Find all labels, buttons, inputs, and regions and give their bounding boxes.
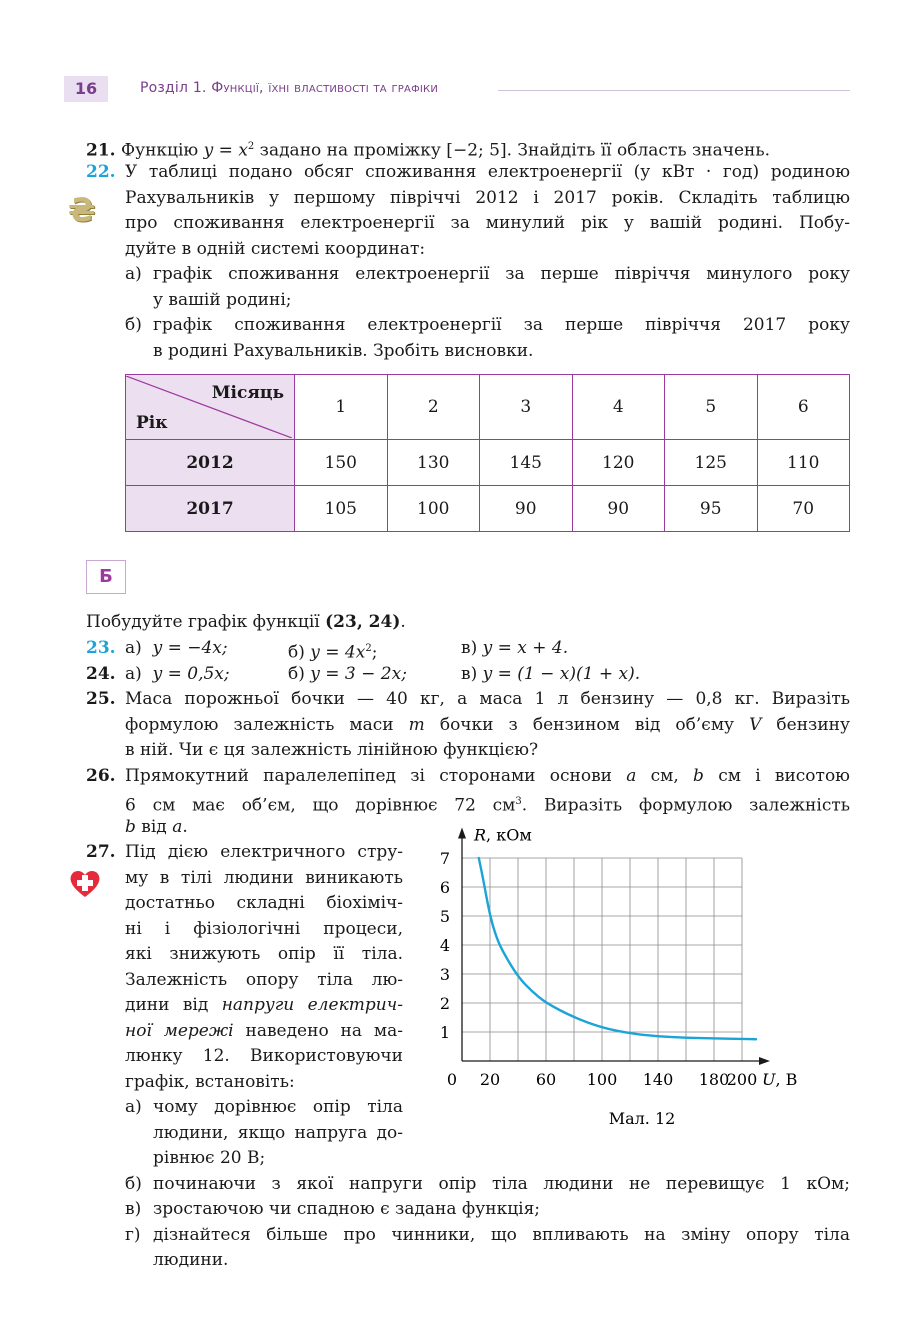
text: наведено на ма- bbox=[233, 1020, 403, 1041]
chart-tick-labels bbox=[440, 849, 757, 1089]
y-axis-var: R bbox=[474, 826, 487, 845]
text: бензину bbox=[761, 714, 850, 735]
value-cell: 110 bbox=[757, 440, 850, 486]
task-27-item-c: зростаючою чи спадною є задана функція; bbox=[153, 1199, 541, 1219]
table-header-row bbox=[126, 375, 850, 440]
item-label: в) bbox=[461, 663, 478, 684]
formula: y = (1 − x)(1 + x). bbox=[482, 663, 641, 684]
x-tick-label: 140 bbox=[642, 1070, 674, 1089]
task-27-item-a-label: а) bbox=[125, 1097, 142, 1117]
formula-end: ; bbox=[371, 642, 378, 663]
value-cell: 90 bbox=[572, 486, 665, 532]
chart-caption: Мал. 12 bbox=[608, 1109, 676, 1128]
task-27-item-d-label: г) bbox=[125, 1224, 141, 1245]
y-tick-label: 7 bbox=[439, 849, 450, 868]
task-27-line-1: Під дією електричного стру- bbox=[125, 842, 403, 862]
month-cell: 4 bbox=[572, 375, 665, 440]
task-text: Функцію bbox=[120, 140, 204, 161]
table-row bbox=[126, 486, 850, 532]
task-25-number bbox=[86, 687, 116, 713]
math-var: a bbox=[626, 765, 637, 786]
value-cell: 120 bbox=[572, 440, 665, 486]
x-tick-label: 60 bbox=[535, 1070, 557, 1089]
task-22-line-4: дуйте в одній системі координат: bbox=[125, 238, 426, 259]
italic-text: ної мережі bbox=[125, 1020, 234, 1041]
x-axis-label bbox=[762, 1070, 797, 1089]
consumption-table bbox=[125, 374, 850, 532]
item-label: а) bbox=[125, 638, 142, 658]
task-22-item-a-line-1: графік споживання електроенергії за перше півріччя минулого року bbox=[153, 264, 850, 284]
value-cell: 90 bbox=[480, 486, 573, 532]
task-22-line-1: У таблиці подано обсяг споживання електроенергії (у кВт · год) родиною bbox=[125, 162, 850, 182]
x-tick-label: 200 bbox=[726, 1070, 758, 1089]
task-24-b bbox=[288, 662, 407, 688]
formula: y = −4x; bbox=[152, 638, 228, 658]
task-27-item-b-label: б) bbox=[125, 1173, 142, 1194]
x-axis-arrow bbox=[759, 1057, 770, 1065]
value-cell: 145 bbox=[480, 440, 573, 486]
month-cell: 6 bbox=[757, 375, 850, 440]
math-var: a bbox=[172, 816, 183, 837]
math-op: = bbox=[213, 140, 239, 161]
table-corner-cell bbox=[126, 375, 295, 440]
value-cell: 130 bbox=[387, 440, 480, 486]
task-27-line-2: му в тілі людини виникають bbox=[125, 867, 403, 888]
y-tick-label: 5 bbox=[439, 907, 450, 926]
item-label: а) bbox=[125, 663, 142, 684]
x-tick-label: 20 bbox=[479, 1070, 501, 1089]
italic-text: напруги електрич- bbox=[221, 995, 403, 1015]
task-number: 23. bbox=[86, 638, 116, 658]
value-cell: 70 bbox=[757, 486, 850, 532]
task-25-line-2 bbox=[125, 713, 850, 739]
task-22-item-a-line-2: у вашій родині; bbox=[153, 289, 292, 310]
math-var: b bbox=[693, 765, 704, 786]
task-number: 27. bbox=[86, 842, 116, 862]
text: від bbox=[135, 816, 173, 837]
chapter-topic: Функції, їхні властивості та графіки bbox=[211, 80, 439, 96]
health-cross-icon bbox=[68, 866, 102, 900]
month-cell: 1 bbox=[295, 375, 388, 440]
x-tick-label: 180 bbox=[698, 1070, 730, 1089]
formula: y = 0,5x; bbox=[152, 663, 230, 684]
task-26-line-3 bbox=[125, 815, 188, 841]
page-number: 16 bbox=[64, 76, 108, 102]
task-25-line-1: Маса порожньої бочки — 40 кг, а маса 1 л бензину — 0,8 кг. Виразіть bbox=[125, 689, 850, 709]
task-27-line-3: достатньо складні біохіміч- bbox=[125, 893, 403, 913]
year-cell: 2017 bbox=[126, 486, 295, 532]
month-cell: 5 bbox=[665, 375, 758, 440]
task-number: 25. bbox=[86, 689, 116, 709]
item-label: б) bbox=[288, 642, 305, 663]
y-axis-label bbox=[473, 826, 532, 845]
running-header bbox=[140, 80, 438, 96]
task-23 bbox=[86, 636, 116, 662]
text: Прямокутний паралелепіпед зі сторонами основи bbox=[125, 765, 627, 786]
task-24 bbox=[86, 662, 116, 688]
section-intro bbox=[86, 610, 406, 636]
table-row bbox=[126, 440, 850, 486]
formula: y = 4x bbox=[310, 642, 366, 663]
task-27-line-4: ні і фізіологічні процеси, bbox=[125, 918, 403, 939]
task-22-line-3: про споживання електроенергії за минулий рік у вашій родині. Побу- bbox=[125, 213, 850, 233]
formula: y = 3 − 2x; bbox=[310, 663, 407, 684]
text: . bbox=[182, 816, 188, 837]
y-tick-label: 3 bbox=[439, 965, 450, 984]
task-23-c bbox=[461, 636, 568, 662]
value-cell: 125 bbox=[665, 440, 758, 486]
task-27-number bbox=[86, 840, 116, 866]
intro-bold: (23, 24) bbox=[325, 612, 401, 632]
text: дини від bbox=[125, 995, 222, 1015]
y-axis-unit: , кОм bbox=[486, 826, 532, 845]
task-26-line-2 bbox=[125, 789, 850, 819]
text: бочки з бензином від об’єму bbox=[424, 714, 750, 735]
task-22-item-a-label: а) bbox=[125, 264, 142, 284]
text: см і висотою bbox=[703, 765, 850, 786]
task-27-item-c-label: в) bbox=[125, 1199, 142, 1219]
hryvnia-icon-glyph: ₴ bbox=[68, 191, 96, 229]
task-27-line-9: люнку 12. Використовуючи bbox=[125, 1046, 403, 1066]
math-var: b bbox=[125, 816, 136, 837]
intro-end: . bbox=[400, 612, 406, 632]
task-24-a bbox=[125, 662, 230, 688]
year-cell: 2012 bbox=[126, 440, 295, 486]
task-text: задано на проміжку [−2; 5]. Знайдіть її область значень. bbox=[254, 140, 771, 161]
hryvnia-icon bbox=[68, 192, 96, 228]
task-27-item-d-line-2: людини. bbox=[153, 1250, 229, 1270]
formula: y = x + 4. bbox=[482, 638, 569, 658]
month-cell: 2 bbox=[387, 375, 480, 440]
month-cell: 3 bbox=[480, 375, 573, 440]
task-27-line-5: які знижують опір її тіла. bbox=[125, 944, 403, 964]
task-27-item-b: починаючи з якої напруги опір тіла людини не перевищує 1 кОм; bbox=[153, 1173, 850, 1194]
x-axis-var: U bbox=[762, 1070, 776, 1089]
math-var: y bbox=[203, 140, 214, 161]
month-label: Місяць bbox=[211, 383, 284, 403]
task-27-line-10: графік, встановіть: bbox=[125, 1071, 295, 1092]
task-number: 21. bbox=[86, 140, 116, 161]
section-b-badge: Б bbox=[86, 560, 126, 594]
math-var: m bbox=[408, 714, 425, 735]
resistance-curve bbox=[479, 858, 756, 1039]
task-22-item-b-line-1: графік споживання електроенергії за перше півріччя 2017 року bbox=[153, 315, 850, 335]
task-24-c bbox=[461, 662, 640, 688]
resistance-chart bbox=[420, 826, 860, 1136]
y-tick-label: 2 bbox=[439, 994, 450, 1013]
task-number: 24. bbox=[86, 663, 116, 684]
task-22-item-b-line-2: в родині Рахувальників. Зробіть висновки. bbox=[153, 340, 534, 361]
task-22-number bbox=[86, 160, 116, 186]
health-cross-svg bbox=[68, 866, 102, 900]
intro-text: Побудуйте графік функції bbox=[86, 612, 326, 632]
value-cell: 95 bbox=[665, 486, 758, 532]
math-sup: 2 bbox=[247, 141, 255, 152]
task-22-line-2: Рахувальників у першому півріччі 2012 і 2017 років. Складіть таблицю bbox=[125, 187, 850, 208]
task-26-number bbox=[86, 764, 116, 790]
text: см, bbox=[636, 765, 694, 786]
task-23-a bbox=[125, 636, 228, 662]
task-27-item-a-line-1: чому дорівнює опір тіла bbox=[153, 1097, 403, 1117]
task-27-line-6: Залежність опору тіла лю- bbox=[125, 969, 403, 990]
value-cell: 150 bbox=[295, 440, 388, 486]
task-number: 26. bbox=[86, 765, 116, 786]
item-label: б) bbox=[288, 663, 305, 684]
chart-series bbox=[479, 858, 756, 1039]
text: формулою залежність маси bbox=[125, 714, 409, 735]
task-26-line-1 bbox=[125, 764, 850, 790]
text: 6 см має об’єм, що дорівнює 72 см bbox=[125, 795, 516, 816]
y-tick-label: 6 bbox=[439, 878, 450, 897]
chart-grid bbox=[462, 858, 742, 1061]
y-axis-arrow bbox=[458, 828, 466, 839]
value-cell: 100 bbox=[387, 486, 480, 532]
item-label: в) bbox=[461, 638, 478, 658]
task-27-item-a-line-2: людини, якщо напруга до- bbox=[153, 1122, 403, 1143]
value-cell: 105 bbox=[295, 486, 388, 532]
task-27-line-7 bbox=[125, 993, 403, 1019]
math-var: V bbox=[749, 714, 762, 735]
header-rule bbox=[498, 90, 850, 91]
year-label: Рік bbox=[136, 413, 168, 433]
math-sup: 3 bbox=[515, 796, 522, 807]
math-sup: 2 bbox=[365, 643, 372, 654]
y-tick-label: 1 bbox=[439, 1023, 450, 1042]
task-27-line-8 bbox=[125, 1019, 403, 1045]
y-tick-label: 4 bbox=[439, 936, 450, 955]
task-22-item-b-label: б) bbox=[125, 315, 142, 335]
task-27-item-d-line-1: дізнайтеся більше про чинники, що впливають на зміну опору тіла bbox=[153, 1224, 850, 1245]
task-25-line-3: в ній. Чи є ця залежність лінійною функцією? bbox=[125, 740, 539, 760]
math-var: x bbox=[238, 140, 248, 161]
origin-label: 0 bbox=[446, 1070, 458, 1089]
x-axis-unit: , В bbox=[775, 1070, 798, 1089]
task-27-item-a-line-3: рівнює 20 В; bbox=[153, 1148, 266, 1168]
task-number: 22. bbox=[86, 162, 116, 182]
x-tick-label: 100 bbox=[586, 1070, 618, 1089]
text: . Виразіть формулою залежність bbox=[521, 795, 850, 816]
chapter-label: Розділ 1. bbox=[140, 80, 207, 96]
